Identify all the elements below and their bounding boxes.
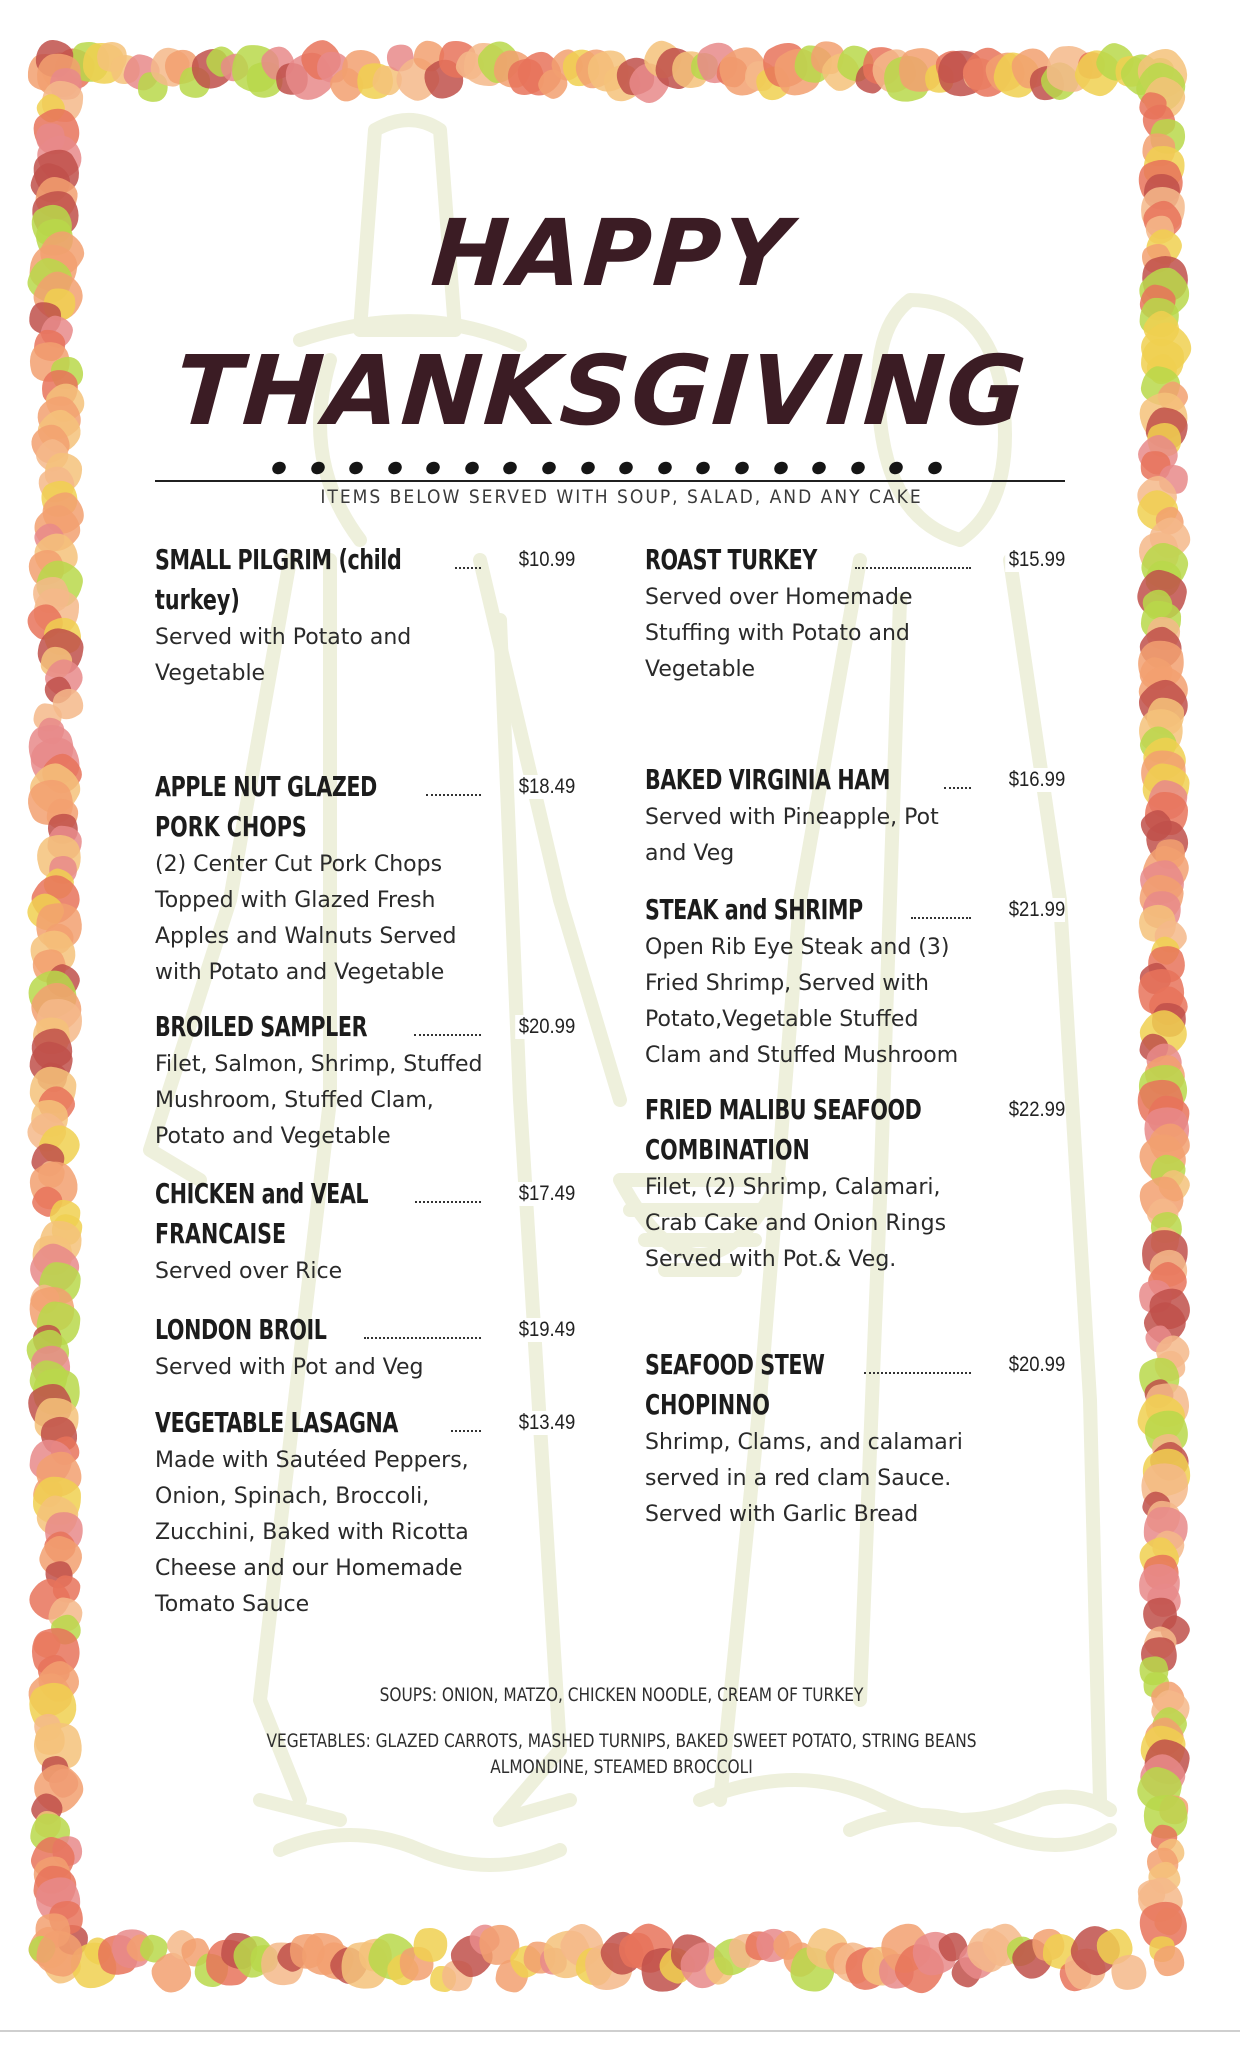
menu-item-name-continued: CHOPINNO <box>645 1388 770 1421</box>
menu-item-name: CHICKEN and VEAL <box>155 1177 369 1210</box>
menu-item-price: $21.99 <box>1005 898 1065 922</box>
menu-item-price: $16.99 <box>1005 768 1065 792</box>
menu-item-name: APPLE NUT GLAZED <box>155 770 377 803</box>
menu-item <box>155 540 575 692</box>
menu-item-price: $17.49 <box>515 1182 575 1206</box>
dot <box>501 459 519 476</box>
menu-item <box>645 760 1065 872</box>
dot <box>694 459 712 476</box>
menu-item <box>645 540 1065 688</box>
dot <box>887 459 905 476</box>
menu-item-description: Served over Rice <box>155 1259 343 1284</box>
menu-item-header <box>155 540 575 580</box>
menu-item-name: BROILED SAMPLER <box>155 1010 368 1043</box>
dot <box>540 459 558 476</box>
dot <box>810 459 828 476</box>
menu-item-price: $20.99 <box>1005 1353 1065 1377</box>
vegetables-list-line2: ALMONDINE, STEAMED BROCCOLI <box>490 1756 753 1778</box>
dot <box>617 459 635 476</box>
menu-item-name-continued: PORK CHOPS <box>155 810 307 843</box>
soups-list: SOUPS: ONION, MATZO, CHICKEN NOODLE, CREAM OF TURKEY <box>379 1684 864 1706</box>
menu-item-header <box>645 1345 1065 1385</box>
menu-item-header <box>645 760 1065 800</box>
menu-item-name: ROAST TURKEY <box>645 543 817 576</box>
dot <box>926 459 944 476</box>
menu-item-description: Made with Sautéed Peppers, Onion, Spinach, Broccoli, Zucchini, Baked with Ricotta Cheese and our Homemade Tomato Sauce <box>155 1448 469 1617</box>
dot <box>424 459 442 476</box>
served-with-note: ITEMS BELOW SERVED WITH SOUP, SALAD, AND ANY CAKE <box>320 486 923 508</box>
menu-item-price: $18.49 <box>515 775 575 799</box>
menu-item-description: Served with Potato and Vegetable <box>155 625 412 686</box>
menu-item-name: VEGETABLE LASAGNA <box>155 1406 398 1439</box>
menu-item <box>155 1403 575 1623</box>
dot-leader <box>364 1337 481 1339</box>
menu-item-description: Served over Homemade Stuffing with Potato and Vegetable <box>645 585 913 682</box>
menu-item-header <box>645 890 1065 930</box>
menu-item-name: LONDON BROIL <box>155 1313 327 1346</box>
dot-leader <box>944 787 971 789</box>
title-happy: HAPPY <box>427 200 796 307</box>
dot <box>347 459 365 476</box>
dot-leader <box>864 1372 971 1374</box>
menu-item-name-continued: FRANCAISE <box>155 1217 287 1250</box>
menu-item-header <box>645 540 1065 580</box>
menu-item-header <box>155 1403 575 1443</box>
menu-item <box>155 1007 575 1155</box>
dot <box>463 459 481 476</box>
menu-item <box>645 890 1065 1074</box>
dot <box>386 459 404 476</box>
leaf-border-bottom <box>30 1925 1160 1993</box>
decorative-dots <box>272 462 942 480</box>
dot-leader <box>855 567 971 569</box>
menu-item-header <box>155 767 575 807</box>
dot <box>309 459 327 476</box>
menu-item-name: BAKED VIRGINIA HAM <box>645 763 891 796</box>
dot <box>270 459 288 476</box>
menu-item-description: Filet, (2) Shrimp, Calamari, Crab Cake and Onion Rings Served with Pot.& Veg. <box>645 1175 947 1272</box>
menu-item-header <box>155 1310 575 1350</box>
menu-item-description: Filet, Salmon, Shrimp, Stuffed Mushroom, Stuffed Clam, Potato and Vegetable <box>155 1052 483 1149</box>
menu-item <box>645 1090 1065 1278</box>
dot <box>771 459 789 476</box>
menu-item-name: SEAFOOD STEW <box>645 1348 825 1381</box>
menu-item-name: SMALL PILGRIM (child <box>155 543 402 576</box>
menu-item-description: Served with Pot and Veg <box>155 1355 424 1380</box>
menu-item-header <box>155 1007 575 1047</box>
title-thanksgiving: THANKSGIVING <box>171 335 1032 447</box>
menu-item-header <box>155 1174 575 1214</box>
menu-item <box>155 1310 575 1386</box>
dot-leader <box>455 567 481 569</box>
menu-item-description: Shrimp, Clams, and calamari served in a red clam Sauce. Served with Garlic Bread <box>645 1430 963 1527</box>
dot-leader <box>414 1034 481 1036</box>
menu-item-price: $13.49 <box>515 1411 575 1435</box>
scan-edge-line <box>0 2030 1240 2032</box>
menu-item-name: FRIED MALIBU SEAFOOD <box>645 1093 922 1126</box>
dot-leader <box>911 917 971 919</box>
menu-item-description: (2) Center Cut Pork Chops Topped with Glazed Fresh Apples and Walnuts Served with Potato and Vegetable <box>155 852 457 985</box>
dot-leader <box>415 1201 481 1203</box>
menu-item-price: $20.99 <box>515 1015 575 1039</box>
menu-item-price: $22.99 <box>1005 1098 1065 1122</box>
dot <box>733 459 751 476</box>
dot-leader <box>426 794 481 796</box>
vegetables-list-line1: VEGETABLES: GLAZED CARROTS, MASHED TURNIPS, BAKED SWEET POTATO, STRING BEANS <box>266 1730 977 1752</box>
dot <box>849 459 867 476</box>
menu-item-name-continued: turkey) <box>155 583 240 616</box>
menu-item-description: Open Rib Eye Steak and (3) Fried Shrimp, Served with Potato,Vegetable Stuffed Clam and Stuffed Mushroom <box>645 935 959 1068</box>
menu-item-price: $10.99 <box>515 548 575 572</box>
menu-item <box>155 767 575 991</box>
menu-item-price: $15.99 <box>1005 548 1065 572</box>
menu-item <box>155 1174 575 1290</box>
menu-item-name-continued: COMBINATION <box>645 1133 810 1166</box>
title-divider <box>155 480 1065 482</box>
menu-item-name: STEAK and SHRIMP <box>645 893 863 926</box>
menu-item <box>645 1345 1065 1533</box>
leaf-border-top <box>28 40 1188 102</box>
menu-item-description: Served with Pineapple, Pot and Veg <box>645 805 939 866</box>
dot <box>579 459 597 476</box>
menu-item-price: $19.49 <box>515 1318 575 1342</box>
dot-leader <box>451 1430 481 1432</box>
menu-item-header <box>645 1090 1065 1130</box>
dot <box>656 459 674 476</box>
